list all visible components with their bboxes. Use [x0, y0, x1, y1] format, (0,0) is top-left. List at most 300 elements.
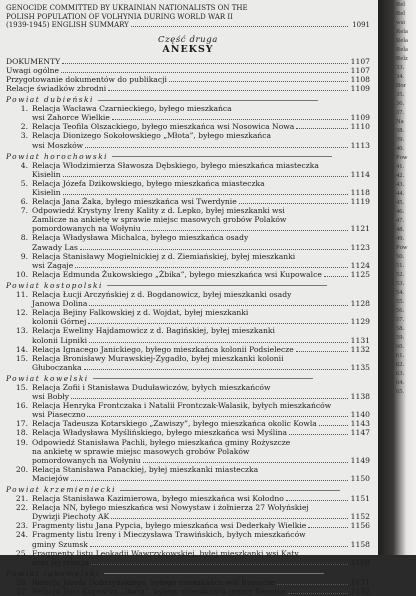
toc-entry [6, 131, 370, 149]
entry-number: 9. [20, 251, 28, 261]
leader-dots [63, 194, 348, 195]
section-heading [6, 95, 370, 104]
entry-text: wsi Zahorce Wielkie [32, 113, 110, 123]
facing-page-fragment: 62. [396, 361, 405, 368]
toc-entry [6, 521, 370, 530]
entry-page: 1169 [350, 557, 370, 567]
entry-number: 16. [15, 401, 28, 411]
toc-entry [6, 270, 370, 279]
facing-page-fragment: 58. [396, 325, 405, 332]
facing-page-fragment: wsi [396, 19, 406, 26]
entry-number: 26. [15, 577, 28, 587]
toc-entry [6, 345, 370, 354]
entry-line [32, 261, 370, 270]
toc-entry [6, 503, 370, 521]
summary-line-2: POLISH POPULATION OF VOLHYNIA DURING WORLD WAR II [6, 12, 233, 21]
section-heading [6, 569, 370, 578]
section-heading [6, 281, 370, 290]
section-rule [112, 156, 332, 157]
entry-body [32, 438, 370, 465]
facing-page-fragment: 40. [396, 145, 405, 152]
entry-line [32, 317, 370, 326]
facing-page-fragment: 49. [396, 235, 405, 242]
entry-page: 1152 [350, 512, 370, 522]
section-heading [6, 374, 370, 383]
leader-dots [87, 416, 348, 417]
entry-text: Relacja Stanisława Kazimierowa, byłego mieszkańca wsi Kołodno [32, 494, 284, 504]
toc-entry [6, 354, 370, 372]
facing-page-fragment: 41. [396, 163, 405, 170]
leader-dots [71, 480, 348, 481]
facing-page-fragment: 64. [396, 379, 405, 386]
section-rule [93, 378, 313, 379]
entry-body [32, 494, 370, 503]
leader-dots [91, 564, 348, 565]
entry-page: 1113 [350, 140, 370, 150]
entry-page: 1131 [350, 335, 370, 345]
entry-text-line: Relacja Bejiny Falkowskiej z d. Wojdat, byłej mieszkanki [32, 308, 249, 318]
entry-number: 15. [15, 382, 28, 392]
entry-line [32, 587, 370, 596]
leader-dots [319, 425, 348, 426]
entry-number: 10. [15, 269, 28, 279]
facing-page-fragment: Pow [396, 154, 408, 161]
entry-page: 1138 [350, 392, 370, 402]
entry-line [32, 141, 370, 150]
leader-dots [143, 230, 348, 231]
facing-page-fragment: 51. [396, 262, 405, 269]
part-title: Część druga [158, 34, 218, 45]
entry-text: Relacja Edmunda Żukowskiego „Żbika”, byłego mieszkańca wsi Kupowalce [32, 269, 322, 279]
entry-number: 25. [15, 548, 28, 558]
entry-line [32, 197, 370, 206]
entry-body [32, 587, 370, 596]
entry-text: kolonii Górnej [32, 317, 87, 327]
entry-body [32, 131, 370, 149]
entry-line [32, 521, 370, 530]
toc-entry [6, 401, 370, 419]
facing-page-fragment: 42. [396, 172, 405, 179]
entry-body [32, 290, 370, 308]
entry-page: 1110 [350, 122, 370, 132]
entry-text: Kisielin [32, 188, 61, 197]
facing-page-fragment: 60. [396, 343, 405, 350]
facing-page-fragment: Rel [396, 1, 406, 8]
entry-number: 7. [20, 206, 28, 216]
entry-line [32, 558, 370, 567]
entry-line [32, 410, 370, 419]
entry-number: 1. [20, 104, 28, 114]
facing-page-fragment: 52. [396, 271, 405, 278]
entry-text: gminy Szumsk [32, 539, 88, 549]
entry-text-line: Relacja Dionizego Sokołowskiego „Młota”, byłego mieszkańca [32, 131, 272, 141]
toc-entry-page: 1107 [350, 56, 370, 66]
facing-page-fragment: 37. [396, 109, 405, 116]
entry-page: 1151 [350, 494, 370, 504]
entry-text-line: Relacja Henryka Frontczaka i Natalii Frontczak-Walasik, byłych mieszkańców [32, 401, 332, 411]
facing-page-fragment: 55. [396, 298, 405, 305]
facing-page-edge [396, 0, 416, 555]
entry-number: 6. [20, 197, 28, 207]
section-heading-text: Powiat kowelski [6, 373, 89, 383]
entry-body [32, 104, 370, 122]
entry-body [32, 197, 370, 206]
entry-text: pomordowanych na Wołyniu [32, 455, 141, 465]
entry-number: 21. [15, 494, 28, 504]
facing-page-fragment: 53. [396, 280, 405, 287]
entry-page: 1135 [350, 362, 370, 372]
entry-text: Relacja Jana Kupracza „Ikara”, byłego mieszkańca gminy Bereźce [32, 587, 286, 596]
entry-text: wsi Bobły [32, 392, 70, 402]
section-heading-text: Powiat kostopolski [6, 280, 103, 290]
entry-text: wsi Piaseczno [32, 410, 86, 420]
toc-entry [6, 549, 370, 567]
entry-page: 1121 [350, 224, 370, 234]
entry-number: 11. [15, 290, 28, 300]
entry-text-line: Relacja Włodzimierza Sławosza Dębskiego, byłego mieszkańca miasteczka [32, 160, 319, 170]
entry-body [32, 122, 370, 131]
entry-number: 8. [20, 233, 28, 243]
entry-number: 3. [20, 131, 28, 141]
toc-entry [6, 290, 370, 308]
facing-page-fragment: 57. [396, 316, 405, 323]
entry-page: 1147 [350, 428, 370, 438]
entry-body [32, 521, 370, 530]
entry-line [32, 336, 370, 345]
entry-number: 14. [15, 344, 28, 354]
entry-page: 1109 [350, 113, 370, 123]
entry-line [32, 188, 370, 197]
entry-number: 15. [15, 353, 28, 363]
facing-page-fragment: 48. [396, 226, 405, 233]
entry-body [32, 530, 370, 548]
entry-body [32, 161, 370, 179]
leader-dots [63, 176, 348, 177]
entry-text-line: Zamlicze na ankietę w sprawie miejsc masowych grobów Polaków [32, 215, 287, 225]
entry-text-line: Relacja Zofii i Stanisława Duduławiczów, byłych mieszkańców [32, 382, 271, 392]
facing-page-fragment: 44. [396, 190, 405, 197]
toc-entry [6, 428, 370, 437]
entry-number: 19. [15, 437, 28, 447]
entry-text: Relacja Teofila Olszackiego, byłego mieszkańca wsi Nosowica Nowa [32, 122, 295, 132]
entry-line [32, 419, 370, 428]
entry-line [32, 428, 370, 437]
leader-dots [296, 351, 348, 352]
toc-entry-text: DOKUMENTY [6, 56, 61, 66]
facing-page-fragment: 59. [396, 334, 405, 341]
leader-dots [80, 249, 348, 250]
facing-page-fragment: 45. [396, 199, 405, 206]
entry-text: Relacja Tadeusza Kotarskiego „Zawiszy”, byłego mieszkańca okolic Kowla [32, 419, 317, 429]
entry-line [32, 363, 370, 372]
section-heading-text: Powiat krzemieniecki [6, 485, 117, 494]
entry-page: 1125 [350, 269, 370, 279]
entry-body [32, 179, 370, 197]
section-rule [120, 490, 340, 491]
facing-page-fragment: Bor [396, 82, 406, 89]
entry-body [32, 345, 370, 354]
entry-text-line: Relacja Stanisławy Mogielnickiej z d. Ziemiańskiej, byłej mieszkanki [32, 251, 296, 261]
entry-text: Relacja Jana Żaka, byłego mieszkańca wsi Twerdynie [32, 197, 237, 207]
leader-dots [108, 90, 348, 91]
entry-number: 5. [20, 178, 28, 188]
entry-body [32, 354, 370, 372]
entry-text-line: Relacja Stanisława Panackiej, byłej mieszkanki miasteczka [32, 464, 259, 474]
english-summary-entry [6, 4, 370, 30]
entry-number: 20. [15, 464, 28, 474]
entry-line [32, 392, 370, 401]
toc-entry [6, 122, 370, 131]
facing-page-fragment: 65. [396, 388, 405, 395]
facing-page-fragment: Rela [396, 46, 408, 53]
facing-page-fragment: 43. [396, 181, 405, 188]
entry-line [32, 243, 370, 252]
entry-line [32, 122, 370, 131]
entry-line [32, 345, 370, 354]
leader-dots [84, 369, 348, 370]
leader-dots [61, 72, 348, 73]
toc-entry [6, 206, 370, 233]
entry-body [32, 401, 370, 419]
entry-text: oraz jej relacja [32, 557, 89, 567]
entry-page: 1128 [350, 299, 370, 309]
toc-entry [6, 233, 370, 251]
entry-line [32, 170, 370, 179]
facing-page-fragment: Rela [396, 37, 408, 44]
entry-page: 1172 [350, 587, 370, 596]
leader-dots [288, 593, 348, 594]
toc-entry [6, 494, 370, 503]
entry-text: Kisielin [32, 169, 61, 179]
entry-number: 2. [20, 122, 28, 132]
entry-line [32, 578, 370, 587]
entry-body [32, 326, 370, 344]
entry-page: 1118 [350, 188, 370, 197]
section-heading [6, 152, 370, 161]
entry-text: wsi Zagaje [32, 260, 74, 270]
entry-text-line: Relacja Bronisławy Murawskiej-Zygadło, byłej mieszkanki kolonii [32, 353, 284, 363]
facing-page-fragment: Relz [396, 55, 408, 62]
entry-body [32, 428, 370, 437]
facing-page-fragment: 50. [396, 253, 405, 260]
entry-page: 1143 [350, 419, 370, 429]
summary-page: 1091 [352, 21, 370, 29]
entry-text-line: na ankietę w sprawie miejsc masowych grobów Polaków [32, 446, 250, 456]
leader-dots [324, 276, 348, 277]
entry-text: pomordowanych na Wołyniu [32, 224, 141, 234]
table-of-contents [6, 57, 370, 596]
summary-line-1: GENOCIDE COMMITTED BY UKRAINIAN NATIONALISTS ON THE [6, 4, 248, 12]
entry-number: 12. [15, 308, 28, 318]
toc-entry-text: Przygotowanie dokumentów do publikacji [6, 74, 167, 84]
leader-dots [90, 546, 348, 547]
leader-dots [111, 518, 348, 519]
facing-page-fragment: Rel [396, 10, 406, 17]
leader-dots [71, 398, 348, 399]
facing-page-fragment: 38. [396, 127, 405, 134]
entry-body [32, 270, 370, 279]
entry-number: 4. [20, 160, 28, 170]
entry-line [32, 494, 370, 503]
entry-text-line: Relacja Eweliny Hajdamowicz z d. Bagińskiej, byłej mieszkanki [32, 326, 275, 336]
facing-page-fragment: 39. [396, 136, 405, 143]
entry-page: 1156 [350, 521, 370, 531]
toc-entry [6, 161, 370, 179]
leader-dots [131, 26, 348, 27]
entry-page: 1149 [350, 455, 370, 465]
entry-text-line: Odpowiedź Krystyny Ireny Kality z d. Lepko, byłej mieszkanki wsi [32, 206, 285, 216]
entry-line [32, 540, 370, 549]
entry-text: wsi Moszków [32, 140, 84, 150]
leader-dots [85, 147, 348, 148]
facing-page-fragment: Rela [396, 28, 408, 35]
facing-page-fragment: Na [396, 118, 404, 125]
entry-text: Zawady Las [32, 242, 78, 252]
entry-number: 23. [15, 521, 28, 531]
leader-dots [277, 584, 348, 585]
leader-dots [89, 305, 348, 306]
entry-line [32, 474, 370, 483]
toc-entry-page: 1107 [350, 65, 370, 75]
entry-number: 13. [15, 326, 28, 336]
entry-page: 1123 [350, 242, 370, 252]
section-heading [6, 485, 370, 494]
toc-entry [6, 438, 370, 465]
entry-text: Relacja Władysława Myślińskiego, byłego mieszkańca wsi Myślina [32, 428, 288, 438]
toc-entry [6, 308, 370, 326]
toc-entry-text: Relacje świadków zbrodni [6, 83, 107, 93]
toc-entry [6, 197, 370, 206]
section-rule [107, 285, 327, 286]
section-rule [104, 573, 324, 574]
entry-text: Dywizji Piechoty AK [32, 512, 110, 522]
facing-page-fragment: 36. [396, 100, 405, 107]
entry-number: 24. [15, 530, 28, 540]
entry-number: 17. [15, 419, 28, 429]
facing-page-fragment: 56. [396, 307, 405, 314]
toc-entry [6, 179, 370, 197]
entry-page: 1114 [350, 169, 370, 179]
section-heading-text: Powiat dubieński [6, 95, 94, 105]
entry-body [32, 419, 370, 428]
section-heading-text: Powiat lubomelski [6, 568, 100, 578]
toc-entry [6, 326, 370, 344]
page-content [6, 4, 370, 596]
toc-entry [6, 578, 370, 587]
entry-text-line: Relacja NN, byłego mieszkańca wsi Nowystaw i żołnierza 27 Wołyńskiej [32, 503, 309, 513]
entry-body [32, 233, 370, 251]
entry-line [32, 224, 370, 233]
entry-number: 18. [15, 428, 28, 438]
toc-entry [6, 104, 370, 122]
facing-page-fragment: 54. [396, 289, 405, 296]
leader-dots [286, 500, 348, 501]
leader-dots [296, 128, 348, 129]
facing-page-fragment: 33. [396, 64, 405, 71]
entry-text-line: Relacja Władysława Michalca, byłego mieszkańca osady [32, 233, 249, 243]
facing-page-fragment: 61. [396, 352, 405, 359]
entry-body [32, 578, 370, 587]
entry-body [32, 383, 370, 401]
section-heading-text: Powiat horochowski [6, 151, 109, 161]
summary-line-3: (1939-1945) ENGLISH SUMMARY [6, 21, 129, 29]
entry-body [32, 308, 370, 326]
toc-entry [6, 587, 370, 596]
entry-line [32, 113, 370, 122]
entry-body [32, 465, 370, 483]
entry-page: 1150 [350, 473, 370, 483]
entry-body [32, 206, 370, 233]
entry-line [32, 512, 370, 521]
leader-dots [75, 267, 348, 268]
leader-dots [88, 323, 348, 324]
entry-text-line: Odpowiedź Stanisława Pachli, byłego mieszkańca gminy Rożyszcze [32, 437, 291, 447]
entry-body [32, 252, 370, 270]
entry-line [32, 456, 370, 465]
entry-text-line: Fragmenty listu Leokadii Wawrzykowskiej, byłej mieszkanki wsi Katy [32, 548, 299, 558]
section-rule [98, 100, 318, 101]
entry-text-line: Relacja Łucji Arczyńskiej z d. Bogdanowicz, byłej mieszkanki osady [32, 290, 292, 300]
entry-text: Fragmenty listu Jana Pypcia, byłego mieszkańca wsi Dederkały Wielkie [32, 521, 307, 531]
leader-dots [289, 434, 348, 435]
toc-entry [6, 252, 370, 270]
toc-entry-line [6, 57, 370, 66]
toc-entry-line [6, 66, 370, 75]
leader-dots [308, 527, 348, 528]
toc-entry [6, 465, 370, 483]
entry-page: 1129 [350, 317, 370, 327]
entry-page: 1140 [350, 410, 370, 420]
entry-text: Głuboczanka [32, 362, 82, 372]
entry-text: kolonii Lipniki [32, 335, 88, 345]
toc-entry [6, 419, 370, 428]
facing-page-fragment: 63. [396, 370, 405, 377]
leader-dots [89, 342, 348, 343]
facing-page-fragment: 35. [396, 91, 405, 98]
toc-entry-text: Uwagi ogólne [6, 65, 59, 75]
entry-text: Janowa Dolina [32, 299, 88, 309]
toc-entry-page: 1109 [350, 83, 370, 93]
entry-page: 1119 [350, 197, 370, 207]
leader-dots [239, 203, 348, 204]
entry-line [32, 270, 370, 279]
toc-entry-line [6, 84, 370, 93]
facing-page-fragment: 47. [396, 217, 405, 224]
entry-text-line: Relacja Wacława Czarnieckiego, byłego mieszkańca [32, 104, 232, 114]
entry-body [32, 503, 370, 521]
toc-entry-line [6, 75, 370, 84]
leader-dots [62, 63, 348, 64]
leader-dots [169, 81, 348, 82]
entry-page: 1171 [350, 577, 370, 587]
leader-dots [112, 119, 348, 120]
entry-text: Maciejów [32, 473, 69, 483]
entry-page: 1132 [350, 344, 370, 354]
entry-text-line: Relacja Józefa Dzikowskiego, byłego mieszkańca miasteczka [32, 178, 265, 188]
entry-page: 1158 [350, 539, 370, 549]
facing-page-fragment: 46. [396, 208, 405, 215]
toc-entry [6, 383, 370, 401]
toc-entry [6, 530, 370, 548]
entry-number: 27. [15, 587, 28, 596]
entry-number: 22. [15, 503, 28, 513]
facing-page-fragment: 34. [396, 73, 405, 80]
entry-page: 1124 [350, 260, 370, 270]
entry-body [32, 549, 370, 567]
entry-line [32, 299, 370, 308]
leader-dots [143, 462, 348, 463]
entry-text-line: Fragmenty listu Ireny i Mieczysława Trawińskich, byłych mieszkańców [32, 530, 306, 540]
